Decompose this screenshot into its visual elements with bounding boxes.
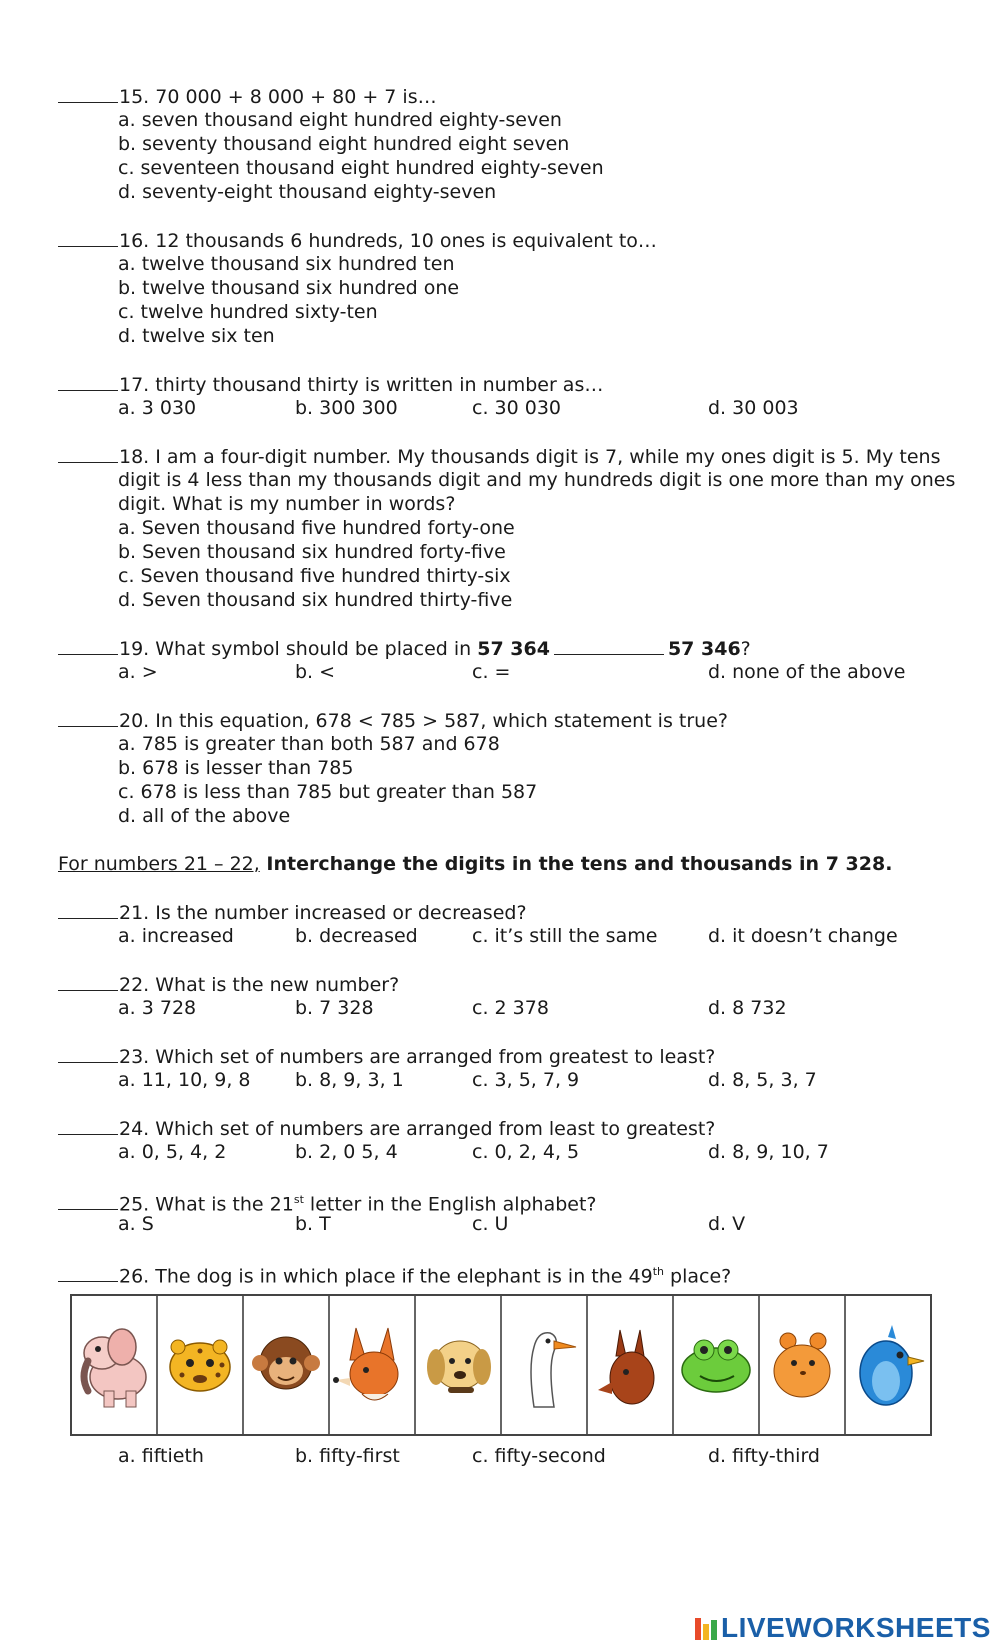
option-c: c. seventeen thousand eight hundred eighty-seven <box>118 157 604 179</box>
answer-blank[interactable] <box>58 84 118 103</box>
option-d: d. 8, 5, 3, 7 <box>708 1069 817 1091</box>
kangaroo-picture <box>588 1296 674 1434</box>
option-d: d. V <box>708 1213 746 1235</box>
option-a: a. seven thousand eight hundred eighty-seven <box>118 109 562 131</box>
option-a: a. fiftieth <box>118 1445 204 1467</box>
option-a: a. Seven thousand five hundred forty-one <box>118 517 515 539</box>
answer-blank[interactable] <box>58 1116 118 1135</box>
option-b: b. 8, 9, 3, 1 <box>295 1069 404 1091</box>
instruction: For numbers 21 – 22, Interchange the digits in the tens and thousands in 7 328. <box>58 853 893 875</box>
answer-blank[interactable] <box>58 228 118 247</box>
monkey-picture <box>244 1296 330 1434</box>
option-a: a. increased <box>118 925 234 947</box>
answer-blank[interactable] <box>58 636 118 655</box>
answer-blank[interactable] <box>58 972 118 991</box>
option-b: b. < <box>295 661 336 683</box>
question-25: 25. What is the 21st letter in the English alphabet? <box>58 1188 597 1216</box>
dog-picture <box>416 1296 502 1434</box>
bird-picture <box>846 1296 930 1434</box>
frog-picture <box>674 1296 760 1434</box>
answer-blank[interactable] <box>58 900 118 919</box>
option-c: c. 3, 5, 7, 9 <box>472 1069 580 1091</box>
option-d: d. 8, 9, 10, 7 <box>708 1141 829 1163</box>
option-a: a. S <box>118 1213 154 1235</box>
option-b: b. T <box>295 1213 331 1235</box>
option-a: a. 3 030 <box>118 397 197 419</box>
leopard-picture <box>158 1296 244 1434</box>
answer-blank[interactable] <box>58 1263 118 1282</box>
option-c: c. 2 378 <box>472 997 549 1019</box>
option-b: b. fifty-first <box>295 1445 400 1467</box>
question-22: 22. What is the new number? <box>58 972 399 997</box>
symbol-blank[interactable] <box>554 636 664 655</box>
option-b: b. 2, 0 5, 4 <box>295 1141 398 1163</box>
option-b: b. 678 is lesser than 785 <box>118 757 354 779</box>
option-d: d. it doesn’t change <box>708 925 898 947</box>
option-c: c. fifty-second <box>472 1445 606 1467</box>
question-21: 21. Is the number increased or decreased? <box>58 900 527 925</box>
option-d: d. 30 003 <box>708 397 799 419</box>
goose-picture <box>502 1296 588 1434</box>
option-c: c. U <box>472 1213 509 1235</box>
option-d: d. all of the above <box>118 805 291 827</box>
question-19: 19. What symbol should be placed in 57 364 57 346? <box>58 636 751 661</box>
question-18-line-3: digit. What is my number in words? <box>118 493 456 515</box>
option-d: d. twelve six ten <box>118 325 275 347</box>
liveworksheets-logo-icon <box>695 1618 717 1640</box>
option-b: b. twelve thousand six hundred one <box>118 277 460 299</box>
option-c: c. Seven thousand five hundred thirty-six <box>118 565 511 587</box>
animal-lineup <box>70 1294 932 1436</box>
answer-blank[interactable] <box>58 444 118 463</box>
option-c: c. 678 is less than 785 but greater than 587 <box>118 781 538 803</box>
option-d: d. seventy-eight thousand eighty-seven <box>118 181 497 203</box>
option-c: c. twelve hundred sixty-ten <box>118 301 378 323</box>
question-15: 15. 70 000 + 8 000 + 80 + 7 is… <box>58 84 437 109</box>
question-18: 18. I am a four-digit number. My thousands digit is 7, while my ones digit is 5. My tens <box>58 444 940 469</box>
answer-blank[interactable] <box>58 1044 118 1063</box>
option-d: d. 8 732 <box>708 997 787 1019</box>
option-a: a. 11, 10, 9, 8 <box>118 1069 251 1091</box>
question-20: 20. In this equation, 678 < 785 > 587, which statement is true? <box>58 708 728 733</box>
option-b: b. 7 328 <box>295 997 374 1019</box>
option-d: d. Seven thousand six hundred thirty-five <box>118 589 513 611</box>
question-24: 24. Which set of numbers are arranged from least to greatest? <box>58 1116 715 1141</box>
option-b: b. Seven thousand six hundred forty-five <box>118 541 506 563</box>
option-b: b. seventy thousand eight hundred eight seven <box>118 133 570 155</box>
option-a: a. 785 is greater than both 587 and 678 <box>118 733 500 755</box>
option-a: a. > <box>118 661 158 683</box>
answer-blank[interactable] <box>58 708 118 727</box>
option-c: c. 30 030 <box>472 397 562 419</box>
option-b: b. decreased <box>295 925 418 947</box>
question-26: 26. The dog is in which place if the elephant is in the 49th place? <box>58 1260 731 1288</box>
question-23: 23. Which set of numbers are arranged from greatest to least? <box>58 1044 715 1069</box>
option-a: a. twelve thousand six hundred ten <box>118 253 455 275</box>
answer-blank[interactable] <box>58 372 118 391</box>
hamster-picture <box>760 1296 846 1434</box>
option-d: d. fifty-third <box>708 1445 820 1467</box>
option-c: c. 0, 2, 4, 5 <box>472 1141 580 1163</box>
option-c: c. it’s still the same <box>472 925 658 947</box>
option-d: d. none of the above <box>708 661 906 683</box>
option-b: b. 300 300 <box>295 397 398 419</box>
option-a: a. 3 728 <box>118 997 197 1019</box>
answer-blank[interactable] <box>58 1191 118 1210</box>
question-17: 17. thirty thousand thirty is written in number as… <box>58 372 603 397</box>
question-18-line-2: digit is 4 less than my thousands digit and my hundreds digit is one more than my ones <box>118 469 956 491</box>
question-16: 16. 12 thousands 6 hundreds, 10 ones is equivalent to… <box>58 228 657 253</box>
liveworksheets-logo[interactable]: LIVEWORKSHEETS <box>695 1612 991 1644</box>
elephant-picture <box>72 1296 158 1434</box>
option-a: a. 0, 5, 4, 2 <box>118 1141 227 1163</box>
fox-picture <box>330 1296 416 1434</box>
option-c: c. = <box>472 661 511 683</box>
